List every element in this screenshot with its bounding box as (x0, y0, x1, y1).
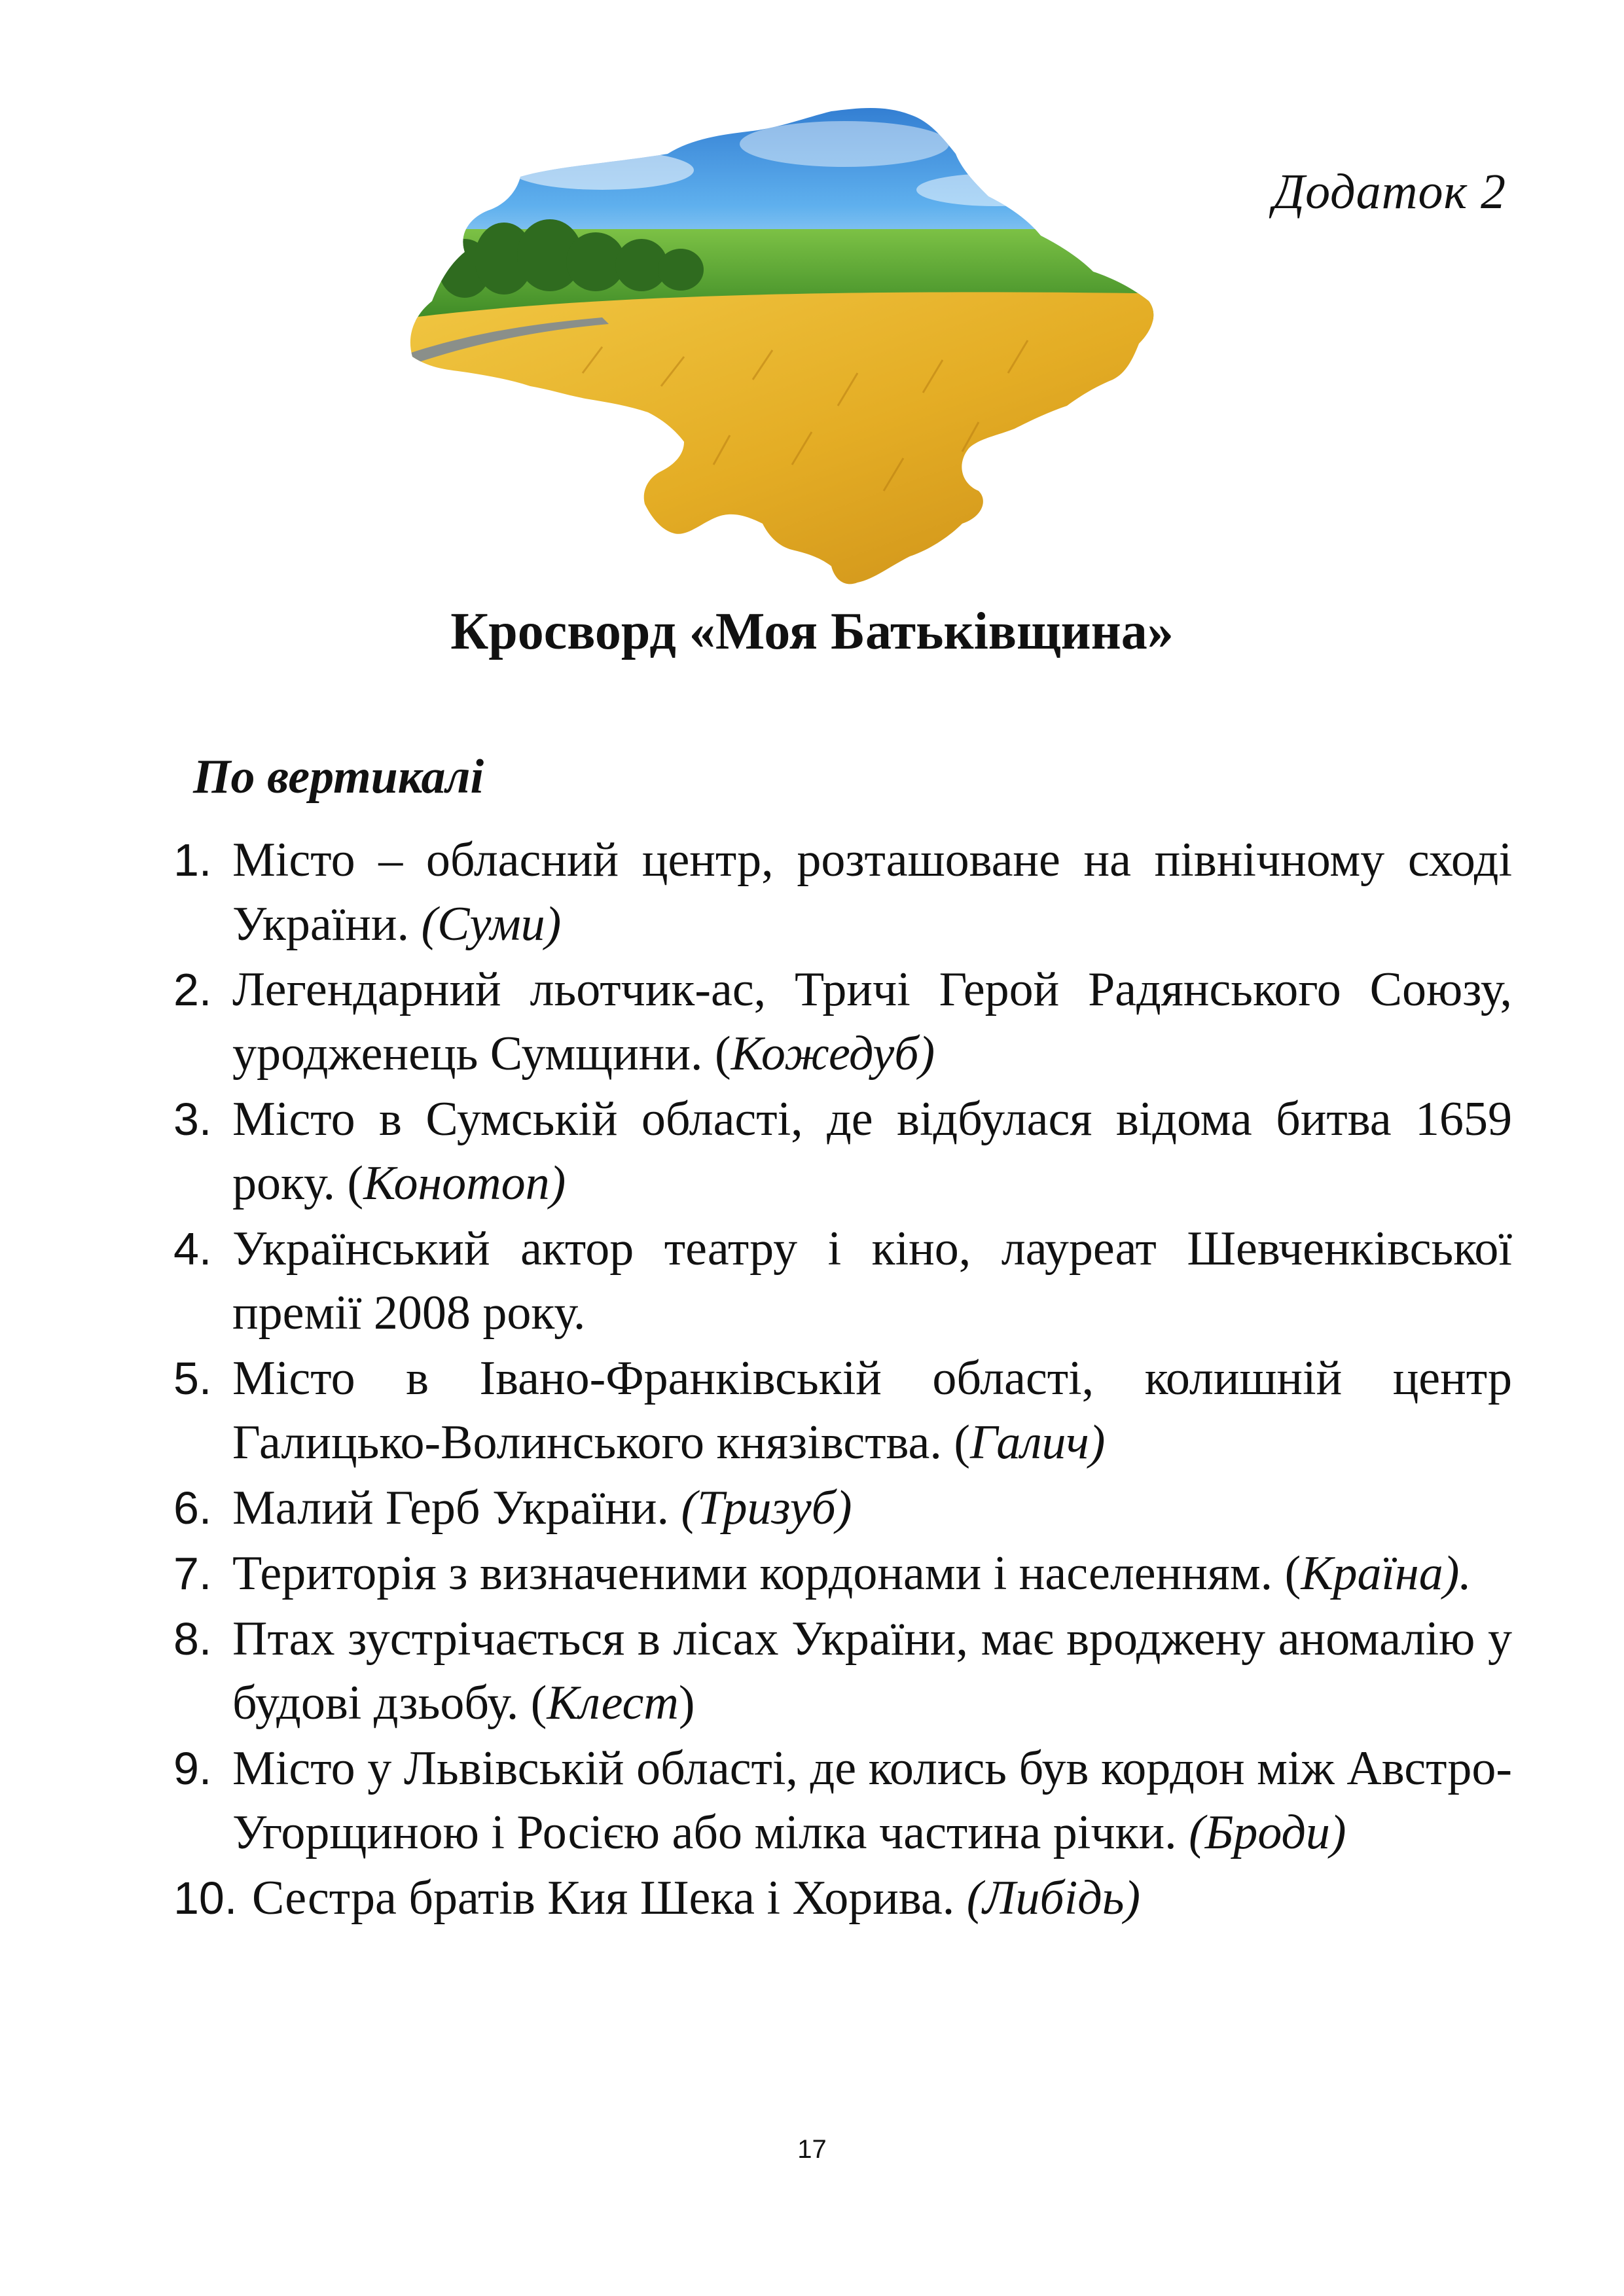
clue-item (173, 828, 1512, 956)
clue-text: Місто в Сумській області, де відбулася відома битва 1659 року. ( (232, 1092, 1512, 1210)
clue-answer: Країна). (1301, 1547, 1471, 1600)
clue-text: Птах зустрічається в лісах України, має вроджену аномалію у будові дзьобу. ( (232, 1612, 1512, 1730)
clue-item (173, 958, 1512, 1086)
clue-number: 5. (173, 1353, 212, 1404)
clue-answer: (Либідь) (966, 1871, 1141, 1925)
clue-answer: (Броди) (1189, 1806, 1346, 1859)
clue-number: 10. (173, 1873, 238, 1924)
clue-item (173, 1736, 1512, 1865)
clue-item (173, 1866, 1512, 1930)
clue-text-tail: ) (678, 1676, 695, 1730)
clue-list (173, 828, 1512, 1931)
clue-number: 9. (173, 1743, 212, 1794)
clue-text: Український актор театру і кіно, лауреат Шевченківської премії 2008 року. (232, 1222, 1512, 1340)
clue-number: 1. (173, 834, 212, 886)
clue-item (173, 1541, 1512, 1605)
appendix-label: Додаток 2 (1272, 164, 1506, 219)
clue-number: 8. (173, 1613, 212, 1664)
clue-number: 7. (173, 1548, 212, 1599)
clue-number: 3. (173, 1094, 212, 1145)
clue-text: Малий Герб України. (232, 1481, 681, 1535)
clue-item (173, 1476, 1512, 1540)
clue-item (173, 1607, 1512, 1735)
clue-text: Сестра братів Кия Шека і Хорива. (252, 1871, 967, 1925)
clue-number: 4. (173, 1223, 212, 1274)
clue-answer: (Тризуб) (681, 1481, 852, 1535)
clue-item (173, 1087, 1512, 1215)
clue-answer: Конотоп) (363, 1157, 566, 1210)
page-title: Кросворд «Моя Батьківщина» (450, 603, 1174, 660)
ukraine-map-image (386, 98, 1231, 596)
clue-answer: Клест (547, 1676, 679, 1730)
clue-item (173, 1346, 1512, 1475)
clue-number: 6. (173, 1482, 212, 1534)
clue-text: Територія з визначеними кордонами і населенням. ( (232, 1547, 1301, 1600)
clue-text: Місто – обласний центр, розташоване на північному сході України. (232, 833, 1512, 951)
page-number: 17 (797, 2135, 827, 2164)
clue-item (173, 1217, 1512, 1345)
clue-text: Місто в Івано-Франківській області, колишній центр Галицько-Волинського князівства. ( (232, 1352, 1512, 1469)
clue-answer: Кожедуб) (731, 1027, 935, 1081)
clue-number: 2. (173, 964, 212, 1015)
clue-text: Місто у Львівській області, де колись був кордон між Австро-Угорщиною і Росією або мілка частина річки. (232, 1742, 1512, 1859)
clue-answer: Галич) (969, 1416, 1106, 1469)
clue-text: Легендарний льотчик-ас, Тричі Герой Радянського Союзу, уродженець Сумщини. ( (232, 963, 1512, 1081)
section-heading-vertical: По вертикалі (193, 750, 484, 804)
clue-answer: (Суми) (421, 897, 562, 951)
